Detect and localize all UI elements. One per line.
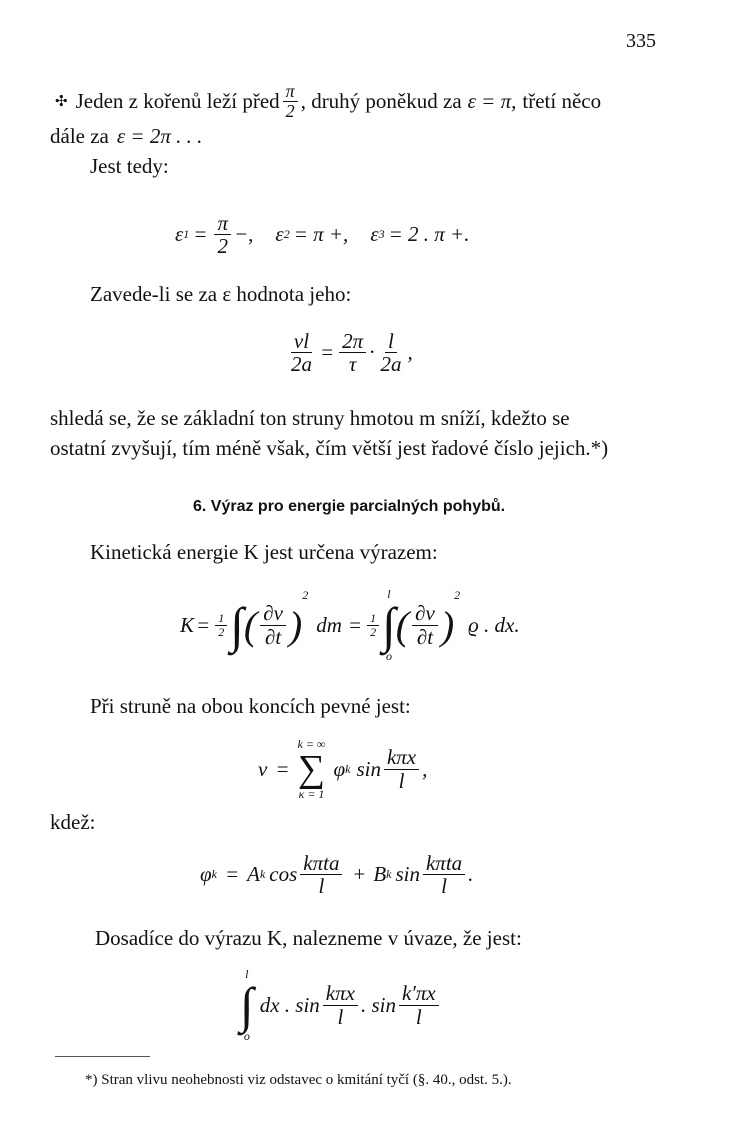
coefficient-B: B <box>373 862 387 887</box>
upper-limit: l <box>245 967 249 981</box>
plus-sign: + <box>353 862 366 887</box>
fraction <box>339 330 366 375</box>
fraction <box>399 982 439 1027</box>
upper-limit: k = ∞ <box>297 737 326 751</box>
subscript: 1 <box>183 227 190 242</box>
equation-inline: ε = 2π . . . <box>116 124 203 148</box>
fraction <box>412 602 438 647</box>
denominator: ∂t <box>264 624 282 649</box>
denominator: 2a <box>291 352 312 377</box>
denominator: l <box>441 874 447 899</box>
equation-kinetic-energy <box>180 588 520 662</box>
denominator: 2 <box>283 101 298 121</box>
paragraph-1-line-1 <box>55 82 601 121</box>
integral-sign: ∫ <box>240 977 254 1033</box>
denominator: 2a <box>380 352 402 377</box>
phi: φ <box>333 756 346 781</box>
denominator: l <box>415 1004 422 1029</box>
epsilon-1: ε <box>175 222 184 247</box>
equation-nu <box>285 330 413 375</box>
paragraph-3-line-2: ostatní zvyšují, tím méně však, čím větší jest řadové číslo jejich.*) <box>50 436 609 460</box>
subscript: k <box>386 867 392 882</box>
sum-sign: ∑ <box>297 748 326 790</box>
cos-fn: cos <box>269 862 298 887</box>
paragraph-2: Zavede-li se za ε hodnota jeho: <box>90 282 352 306</box>
lower-limit: o <box>385 649 392 663</box>
fraction <box>300 852 342 897</box>
text-segment: −, <box>233 222 254 247</box>
phi: φ <box>200 862 212 887</box>
section-heading: 6. Výraz pro energie parcialných pohybů. <box>193 498 506 515</box>
equals-sign: = <box>224 862 240 887</box>
integral-with-limits <box>382 588 396 662</box>
fraction <box>323 982 358 1027</box>
paragraph-1-line-2 <box>50 124 202 149</box>
numerator: νl <box>291 330 312 353</box>
numerator: l <box>385 330 397 353</box>
paragraph-1-line-3: Jest tedy: <box>90 154 169 178</box>
left-paren: ( <box>243 602 258 648</box>
paragraph-3-line-1: shledá se, že se základní ton struny hmotou m sníží, kdežto se <box>50 406 570 430</box>
fraction-pi-over-2 <box>214 212 231 257</box>
denominator: 2 <box>217 234 228 259</box>
text-segment: dm <box>316 612 342 637</box>
numerator: π <box>214 212 231 235</box>
lower-limit: o <box>243 1029 250 1043</box>
dot-operator: · <box>369 340 375 365</box>
fraction <box>384 746 419 791</box>
denominator: 2 <box>370 624 377 639</box>
text-segment: . sin <box>360 992 396 1017</box>
subscript: 3 <box>378 227 385 242</box>
numerator: π <box>285 81 295 101</box>
sin-fn: sin <box>356 756 381 781</box>
equals-sign: = <box>193 222 208 247</box>
text-segment: , <box>422 756 428 781</box>
integral-with-limits <box>240 968 254 1042</box>
equals-sign: = <box>347 612 363 637</box>
numerator: 1 <box>215 612 227 626</box>
fraction <box>377 330 404 375</box>
paragraph-5: Při struně na obou koncích pevné jest: <box>90 694 411 718</box>
numerator: kπx <box>323 982 358 1005</box>
denominator: l <box>398 768 405 793</box>
sin-fn: sin <box>395 862 420 887</box>
equation-phi <box>200 852 473 897</box>
numerator: 2π <box>339 330 366 353</box>
text-segment: ϱ . dx. <box>468 612 520 637</box>
right-paren: ) <box>440 602 455 648</box>
text-segment: , <box>407 340 413 365</box>
exponent: 2 <box>302 588 309 602</box>
text-segment: , druhý poněkud za <box>300 88 462 113</box>
text-segment: = 2 . π +. <box>388 222 470 247</box>
epsilon-2: ε <box>275 222 284 247</box>
equals-sign: = <box>275 756 290 781</box>
integral-sign: ∫ <box>230 597 244 653</box>
footnote-divider <box>55 1056 150 1057</box>
footnote-marker-icon: ✣ <box>55 93 68 110</box>
variable-K: K <box>180 612 195 637</box>
fraction <box>423 852 465 897</box>
equation-inline: ε = π, <box>467 88 517 113</box>
text-segment: . <box>468 862 474 887</box>
paragraph-6: kdež: <box>50 810 96 834</box>
numerator: kπta <box>300 852 342 875</box>
text-segment: Jeden z kořenů leží před <box>75 88 280 113</box>
right-paren: ) <box>288 602 303 648</box>
paragraph-4: Kinetická energie K jest určena výrazem: <box>90 540 438 564</box>
equals-sign: = <box>320 340 335 365</box>
subscript: k <box>211 867 217 882</box>
coefficient-A: A <box>247 862 260 887</box>
equals-sign: = <box>196 612 211 637</box>
subscript: k <box>259 867 266 882</box>
fraction-half <box>215 612 227 638</box>
numerator: kπx <box>384 746 419 769</box>
sum-with-limits <box>298 738 326 800</box>
exponent: 2 <box>454 588 461 602</box>
numerator: k′πx <box>399 982 439 1005</box>
numerator: ∂v <box>260 602 286 625</box>
equation-v <box>258 738 427 800</box>
numerator: 1 <box>367 612 379 626</box>
denominator: ∂t <box>416 624 434 649</box>
text-segment: třetí něco <box>522 88 602 113</box>
numerator: kπta <box>423 852 465 875</box>
page-number: 335 <box>626 30 656 52</box>
fraction <box>260 602 286 647</box>
fraction <box>288 330 315 375</box>
epsilon-3: ε <box>370 222 379 247</box>
left-paren: ( <box>395 602 410 648</box>
numerator: ∂v <box>412 602 438 625</box>
denominator: l <box>318 874 325 899</box>
denominator: 2 <box>218 624 225 639</box>
fraction-pi-over-2 <box>283 82 298 121</box>
equation-integral <box>240 968 442 1042</box>
lower-limit: κ = 1 <box>298 787 325 801</box>
text-segment: dále za <box>50 124 109 148</box>
subscript: 2 <box>283 227 290 242</box>
upper-limit: l <box>387 587 391 601</box>
variable-v: v <box>258 756 268 781</box>
equation-epsilons <box>175 212 469 257</box>
footnote: *) Stran vlivu neohebnosti viz odstavec o kmitání tyčí (§. 40., odst. 5.). <box>85 1072 512 1088</box>
paragraph-7: Dosadíce do výrazu K, nalezneme v úvaze, že jest: <box>95 926 522 950</box>
fraction-half <box>367 612 379 638</box>
subscript: k <box>345 761 351 776</box>
denominator: l <box>337 1004 344 1029</box>
text-segment: = π +, <box>293 222 349 247</box>
integral-sign: ∫ <box>382 597 396 653</box>
denominator: τ <box>348 352 357 377</box>
text-segment: dx . sin <box>259 992 320 1017</box>
